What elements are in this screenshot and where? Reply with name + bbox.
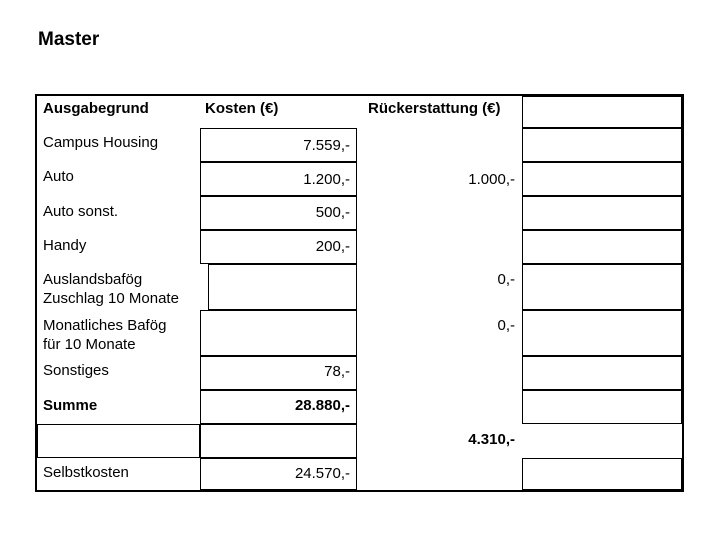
empty-cell <box>522 356 682 390</box>
empty-cell <box>522 458 682 490</box>
row-cost: 200,- <box>315 238 350 255</box>
row-reason: Handy <box>43 237 87 254</box>
empty-cell <box>37 424 200 458</box>
empty-cell <box>200 424 357 458</box>
refund-total: 4.310,- <box>468 431 515 448</box>
empty-cell <box>522 230 682 264</box>
empty-cell <box>522 128 682 162</box>
empty-cell <box>522 96 682 128</box>
header-cost: Kosten (€) <box>205 100 279 117</box>
row-cost: 500,- <box>315 204 350 221</box>
empty-cell <box>522 310 682 356</box>
empty-cell <box>522 264 682 310</box>
net-label: Selbstkosten <box>43 464 129 481</box>
empty-cell <box>522 162 682 196</box>
row-reason: Campus Housing <box>43 134 159 151</box>
row-reason: Auto <box>43 168 74 185</box>
row-reason-line: Monatliches Bafög <box>43 317 167 334</box>
header-reason: Ausgabegrund <box>43 100 149 117</box>
cost-cell <box>200 310 357 356</box>
row-reason-line: für 10 Monate <box>43 336 136 353</box>
row-reason: Auto sonst. <box>43 203 119 220</box>
net-cost: 24.570,- <box>294 465 350 482</box>
empty-cell <box>522 390 682 424</box>
page-title: Master <box>38 29 100 50</box>
row-cost: 1.200,- <box>303 171 350 188</box>
row-refund: 1.000,- <box>468 171 515 188</box>
header-refund: Rückerstattung (€) <box>368 100 501 117</box>
empty-cell <box>522 196 682 230</box>
row-cost: 7.559,- <box>303 137 350 154</box>
sum-label: Summe <box>43 397 98 414</box>
cost-cell <box>208 264 357 310</box>
row-reason-line: Auslandsbafög <box>43 271 143 288</box>
row-reason-line: Zuschlag 10 Monate <box>43 290 179 307</box>
row-refund: 0,- <box>497 271 515 288</box>
row-refund: 0,- <box>497 317 515 334</box>
sum-cost: 28.880,- <box>294 397 350 414</box>
row-reason: Sonstiges <box>43 362 109 379</box>
row-cost: 78,- <box>324 363 350 380</box>
